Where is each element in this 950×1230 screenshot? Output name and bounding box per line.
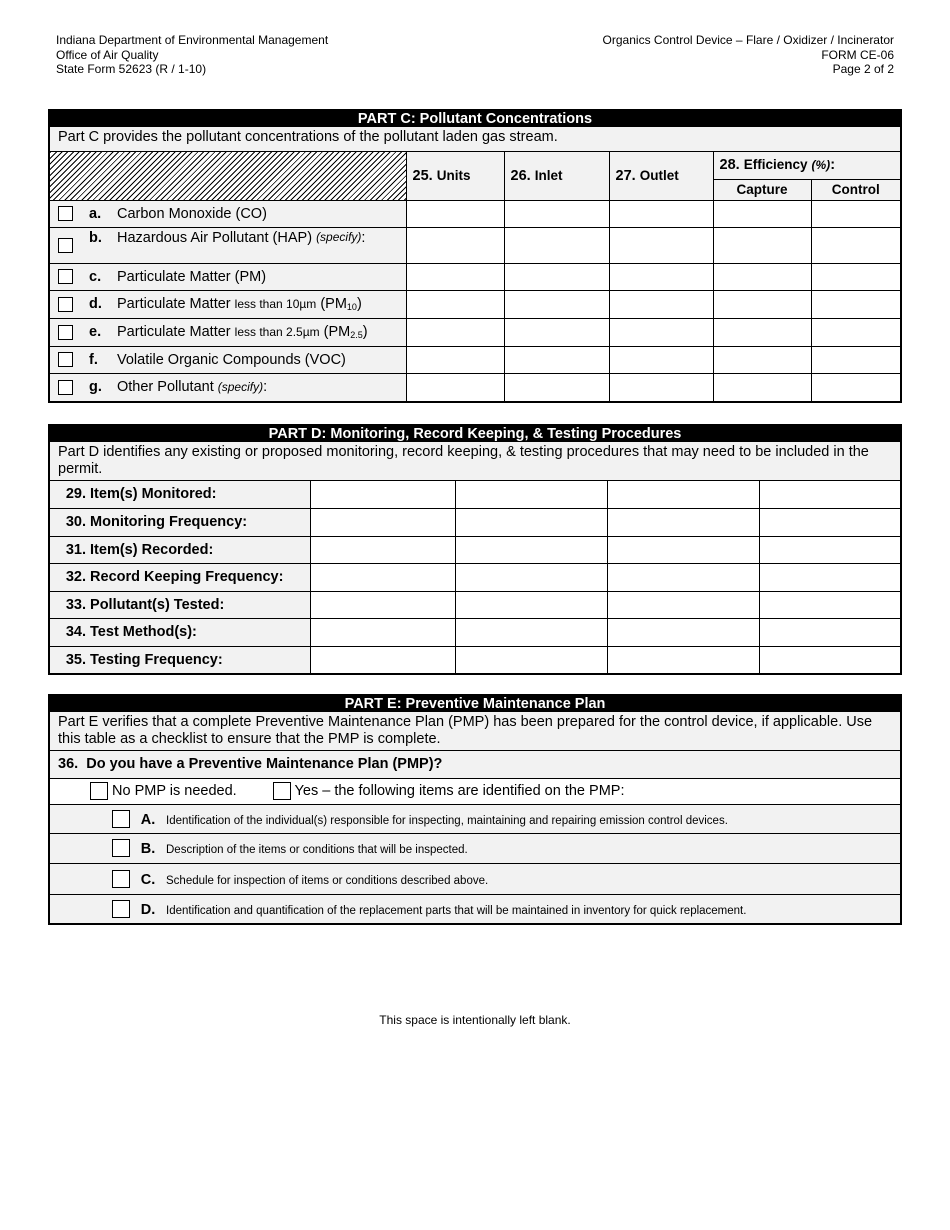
row-record-keeping-frequency: 32. Record Keeping Frequency:: [50, 563, 310, 591]
agency-name: Indiana Department of Environmental Management: [56, 33, 329, 47]
no-pmp-label: No PMP is needed.: [112, 782, 237, 799]
checkbox-co[interactable]: [58, 206, 73, 221]
cell-pm25-inlet[interactable]: [504, 318, 609, 346]
page-number: Page 2 of 2: [832, 62, 894, 76]
cell-tested-2[interactable]: [455, 591, 607, 618]
cell-tested-3[interactable]: [607, 591, 759, 618]
cell-recfreq-1[interactable]: [310, 563, 455, 591]
cell-co-outlet[interactable]: [609, 200, 713, 227]
cell-recorded-1[interactable]: [310, 536, 455, 563]
cell-pm-capture[interactable]: [713, 263, 811, 290]
row-items-recorded: 31. Item(s) Recorded:: [50, 536, 310, 563]
yes-pmp-label: Yes – the following items are identified on the PMP:: [294, 782, 625, 799]
cell-pm10-capture[interactable]: [713, 290, 811, 318]
row-testing-frequency: 35. Testing Frequency:: [50, 646, 310, 673]
row-monitoring-frequency: 30. Monitoring Frequency:: [50, 508, 310, 536]
cell-recorded-2[interactable]: [455, 536, 607, 563]
hatched-corner: [50, 152, 406, 200]
part-d-section: [48, 424, 902, 675]
cell-co-capture[interactable]: [713, 200, 811, 227]
cell-hap-capture[interactable]: [713, 227, 811, 263]
cell-voc-inlet[interactable]: [504, 346, 609, 373]
cell-monitored-1[interactable]: [310, 481, 455, 508]
cell-hap-outlet[interactable]: [609, 227, 713, 263]
part-e-title: PART E: Preventive Maintenance Plan: [50, 696, 900, 712]
cell-pm-inlet[interactable]: [504, 263, 609, 290]
checkbox-hap[interactable]: [58, 238, 73, 253]
cell-tested-4[interactable]: [759, 591, 902, 618]
cell-monitored-4[interactable]: [759, 481, 902, 508]
pmp-question: 36. Do you have a Preventive Maintenance Plan (PMP)?: [50, 751, 900, 778]
part-e-intro: Part E verifies that a complete Preventive Maintenance Plan (PMP) has been prepared for the control device, if applicable. Use this table as a checklist to ensure that the PMP is complete.: [50, 712, 900, 751]
cell-co-control[interactable]: [811, 200, 900, 227]
checkbox-no-pmp[interactable]: [90, 782, 108, 800]
cell-hap-control[interactable]: [811, 227, 900, 263]
cell-other-control[interactable]: [811, 373, 900, 401]
cell-other-outlet[interactable]: [609, 373, 713, 401]
pollutant-row-pm10: d. Particulate Matter less than 10µm $(PM_{10})$: [50, 290, 406, 318]
header-left: [56, 33, 328, 77]
cell-monfreq-4[interactable]: [759, 508, 902, 536]
checkbox-other[interactable]: [58, 380, 73, 395]
part-e-section: [48, 694, 902, 925]
pmp-table: [50, 751, 900, 923]
header-right: [603, 33, 894, 77]
office-name: Office of Air Quality: [56, 47, 159, 62]
cell-tested-1[interactable]: [310, 591, 455, 618]
part-d-title: PART D: Monitoring, Record Keeping, & Testing Procedures: [50, 426, 900, 442]
part-c-title: PART C: Pollutant Concentrations: [50, 111, 900, 127]
pollutant-row-hap: b. Hazardous Air Pollutant (HAP) $^{(specify)}$:: [50, 227, 406, 263]
part-d-intro: Part D identifies any existing or proposed monitoring, record keeping, & testing procedures that may need to be included in the permit.: [50, 442, 900, 481]
cell-testfreq-4[interactable]: [759, 646, 902, 673]
cell-voc-units[interactable]: [406, 346, 504, 373]
row-items-monitored: 29. Item(s) Monitored:: [50, 481, 310, 508]
pmp-item-a: A. Identification of the individual(s) responsible for inspecting, maintaining and repairing emission control devices.: [50, 804, 900, 833]
cell-pm-control[interactable]: [811, 263, 900, 290]
form-title: Organics Control Device – Flare / Oxidizer / Incinerator: [602, 33, 894, 47]
capture-header: Capture: [713, 179, 811, 200]
cell-pm10-units[interactable]: [406, 290, 504, 318]
cell-recfreq-3[interactable]: [607, 563, 759, 591]
cell-recfreq-4[interactable]: [759, 563, 902, 591]
row-test-methods: 34. Test Method(s):: [50, 618, 310, 646]
pollutant-row-pm25: e. Particulate Matter less than 2.5µm $(PM_{2.5})$: [50, 318, 406, 346]
monitoring-table: [50, 481, 902, 673]
state-form-number: State Form 52623 (R / 1-10): [56, 62, 207, 76]
cell-pm25-outlet[interactable]: [609, 318, 713, 346]
pollutant-table: [50, 152, 900, 401]
checkbox-pm10[interactable]: [58, 297, 73, 312]
cell-monitored-3[interactable]: [607, 481, 759, 508]
efficiency-header: 28. Efficiency (%):: [713, 152, 900, 179]
cell-pm-outlet[interactable]: [609, 263, 713, 290]
pollutant-row-voc: f. Volatile Organic Compounds (VOC): [50, 346, 406, 373]
cell-testfreq-1[interactable]: [310, 646, 455, 673]
outlet-header: 27. Outlet: [609, 152, 713, 200]
cell-pm10-inlet[interactable]: [504, 290, 609, 318]
cell-pm25-units[interactable]: [406, 318, 504, 346]
checkbox-pmp-d[interactable]: [112, 900, 130, 918]
checkbox-pm[interactable]: [58, 269, 73, 284]
blank-space-note: This space is intentionally left blank.: [379, 1013, 571, 1027]
cell-recfreq-2[interactable]: [455, 563, 607, 591]
cell-pm-units[interactable]: [406, 263, 504, 290]
cell-method-4[interactable]: [759, 618, 902, 646]
control-header: Control: [811, 179, 900, 200]
checkbox-voc[interactable]: [58, 352, 73, 367]
cell-method-2[interactable]: [455, 618, 607, 646]
inlet-header: 26. Inlet: [504, 152, 609, 200]
cell-other-capture[interactable]: [713, 373, 811, 401]
form-id: FORM CE-06: [821, 47, 894, 62]
cell-method-1[interactable]: [310, 618, 455, 646]
cell-recorded-4[interactable]: [759, 536, 902, 563]
cell-other-units[interactable]: [406, 373, 504, 401]
cell-pm10-outlet[interactable]: [609, 290, 713, 318]
cell-monfreq-3[interactable]: [607, 508, 759, 536]
cell-co-inlet[interactable]: [504, 200, 609, 227]
checkbox-pmp-b[interactable]: [112, 839, 130, 857]
part-c-section: [48, 109, 902, 403]
cell-method-3[interactable]: [607, 618, 759, 646]
cell-hap-units[interactable]: [406, 227, 504, 263]
pmp-item-d: D. Identification and quantification of the replacement parts that will be maintained in inventory for quick replacement.: [50, 894, 900, 923]
cell-pm10-control[interactable]: [811, 290, 900, 318]
cell-testfreq-3[interactable]: [607, 646, 759, 673]
cell-voc-capture[interactable]: [713, 346, 811, 373]
units-header: 25. Units: [406, 152, 504, 200]
checkbox-yes-pmp[interactable]: [273, 782, 291, 800]
pollutant-row-pm: c. Particulate Matter (PM): [50, 263, 406, 290]
cell-voc-control[interactable]: [811, 346, 900, 373]
part-c-intro: Part C provides the pollutant concentrations of the pollutant laden gas stream.: [50, 127, 900, 152]
pmp-options: [50, 778, 900, 804]
cell-voc-outlet[interactable]: [609, 346, 713, 373]
cell-hap-inlet[interactable]: [504, 227, 609, 263]
cell-recorded-3[interactable]: [607, 536, 759, 563]
cell-pm25-capture[interactable]: [713, 318, 811, 346]
cell-monfreq-2[interactable]: [455, 508, 607, 536]
checkbox-pmp-a[interactable]: [112, 810, 130, 828]
pollutant-row-other: g. Other Pollutant (specify):: [50, 373, 406, 401]
checkbox-pmp-c[interactable]: [112, 870, 130, 888]
pollutant-row-co: a. Carbon Monoxide (CO): [50, 200, 406, 227]
row-pollutants-tested: 33. Pollutant(s) Tested:: [50, 591, 310, 618]
cell-testfreq-2[interactable]: [455, 646, 607, 673]
pmp-item-b: B. Description of the items or conditions that will be inspected.: [50, 833, 900, 863]
cell-other-inlet[interactable]: [504, 373, 609, 401]
cell-co-units[interactable]: [406, 200, 504, 227]
cell-monitored-2[interactable]: [455, 481, 607, 508]
cell-monfreq-1[interactable]: [310, 508, 455, 536]
cell-pm25-control[interactable]: [811, 318, 900, 346]
checkbox-pm25[interactable]: [58, 325, 73, 340]
pmp-item-c: C. Schedule for inspection of items or conditions described above.: [50, 863, 900, 894]
